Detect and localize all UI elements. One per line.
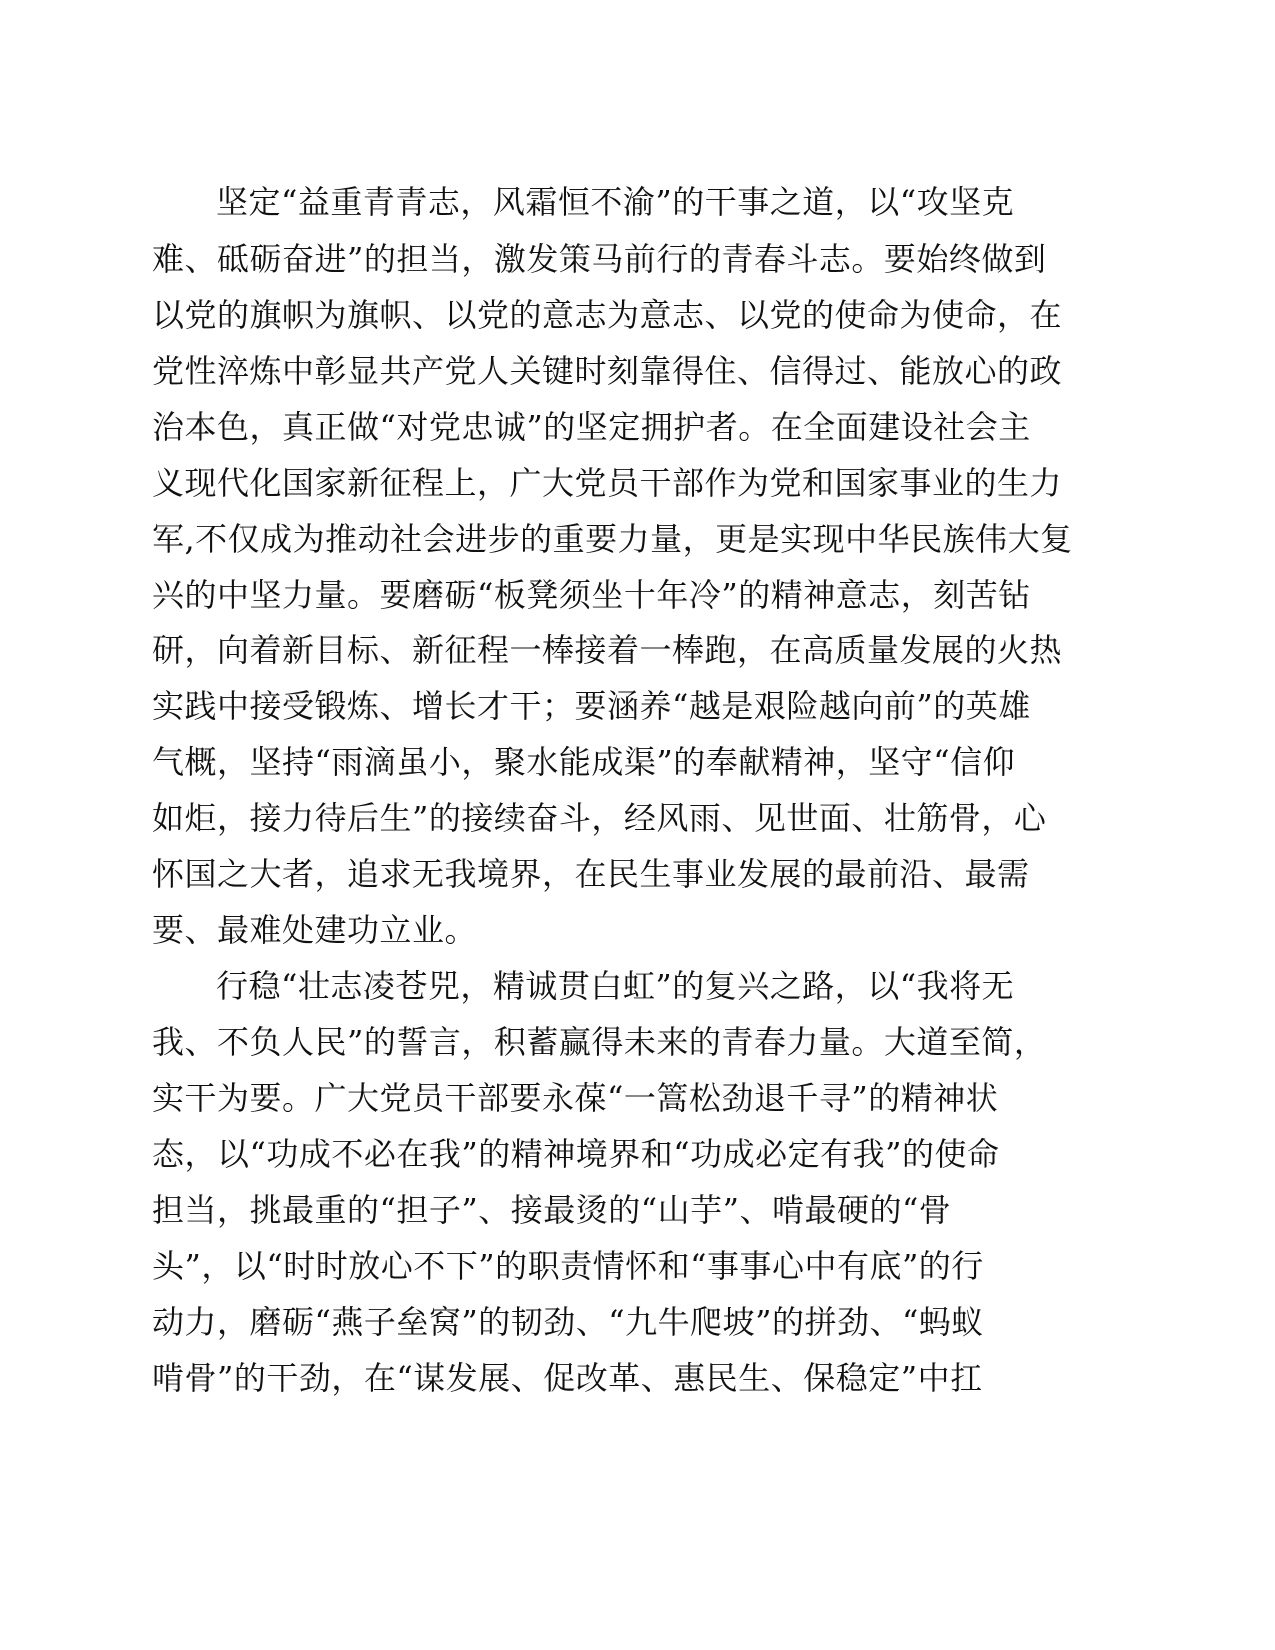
paragraph-1-line-12: 如炬，接力待后生”的接续奋斗，经风雨、见世面、壮筋骨，心 bbox=[152, 799, 1047, 837]
paragraph-1-line-5: 治本色，真正做“对党忠诚”的坚定拥护者。在全面建设社会主 bbox=[152, 408, 1031, 446]
paragraph-1-line-8: 兴的中坚力量。要磨砺“板凳须坐十年冷”的精神意志，刻苦钻 bbox=[152, 576, 1031, 614]
paragraph-2-line-2: 我、不负人民”的誓言，积蓄赢得未来的青春力量。大道至简， bbox=[152, 1023, 1047, 1061]
paragraph-2-line-4: 态，以“功成不必在我”的精神境界和“功成必定有我”的使命 bbox=[152, 1135, 1000, 1173]
paragraph-2-line-3: 实干为要。广大党员干部要永葆“一篙松劲退千寻”的精神状 bbox=[152, 1079, 999, 1117]
paragraph-1-line-7: 军,不仅成为推动社会进步的重要力量，更是实现中华民族伟大复 bbox=[152, 520, 1073, 558]
paragraph-1-line-9: 研，向着新目标、新征程一棒接着一棒跑，在高质量发展的火热 bbox=[152, 631, 1063, 669]
paragraph-1-line-2: 难、砥砺奋进”的担当，激发策马前行的青春斗志。要始终做到 bbox=[152, 240, 1047, 278]
paragraph-1-line-11: 气概，坚持“雨滴虽小，聚水能成渠”的奉献精神，坚守“信仰 bbox=[152, 743, 1016, 781]
paragraph-2-line-5: 担当，挑最重的“担子”、接最烫的“山芋”、啃最硬的“骨 bbox=[152, 1191, 952, 1229]
paragraph-2-line-1: 行稳“壮志凌苍兕，精诚贯白虹”的复兴之路，以“我将无 bbox=[216, 967, 1015, 1005]
paragraph-1-line-14: 要、最难处建功立业。 bbox=[152, 911, 478, 949]
paragraph-2-line-7: 动力，磨砺“燕子垒窝”的韧劲、“九牛爬坡”的拼劲、“蚂蚁 bbox=[152, 1303, 984, 1341]
paragraph-1-line-6: 义现代化国家新征程上，广大党员干部作为党和国家事业的生力 bbox=[152, 464, 1063, 502]
paragraph-2-line-8: 啃骨”的干劲，在“谋发展、促改革、惠民生、保稳定”中扛 bbox=[152, 1359, 983, 1397]
paragraph-2-line-6: 头”，以“时时放心不下”的职责情怀和“事事心中有底”的行 bbox=[152, 1247, 984, 1285]
paragraph-1-line-4: 党性淬炼中彰显共产党人关键时刻靠得住、信得过、能放心的政 bbox=[152, 352, 1063, 390]
paragraph-1-line-13: 怀国之大者，追求无我境界，在民生事业发展的最前沿、最需 bbox=[152, 855, 1030, 893]
paragraph-1-line-1: 坚定“益重青青志，风霜恒不渝”的干事之道，以“攻坚克 bbox=[216, 183, 1015, 221]
paragraph-1-line-10: 实践中接受锻炼、增长才干；要涵养“越是艰险越向前”的英雄 bbox=[152, 687, 1031, 725]
paragraph-1-line-3: 以党的旗帜为旗帜、以党的意志为意志、以党的使命为使命，在 bbox=[152, 296, 1063, 334]
